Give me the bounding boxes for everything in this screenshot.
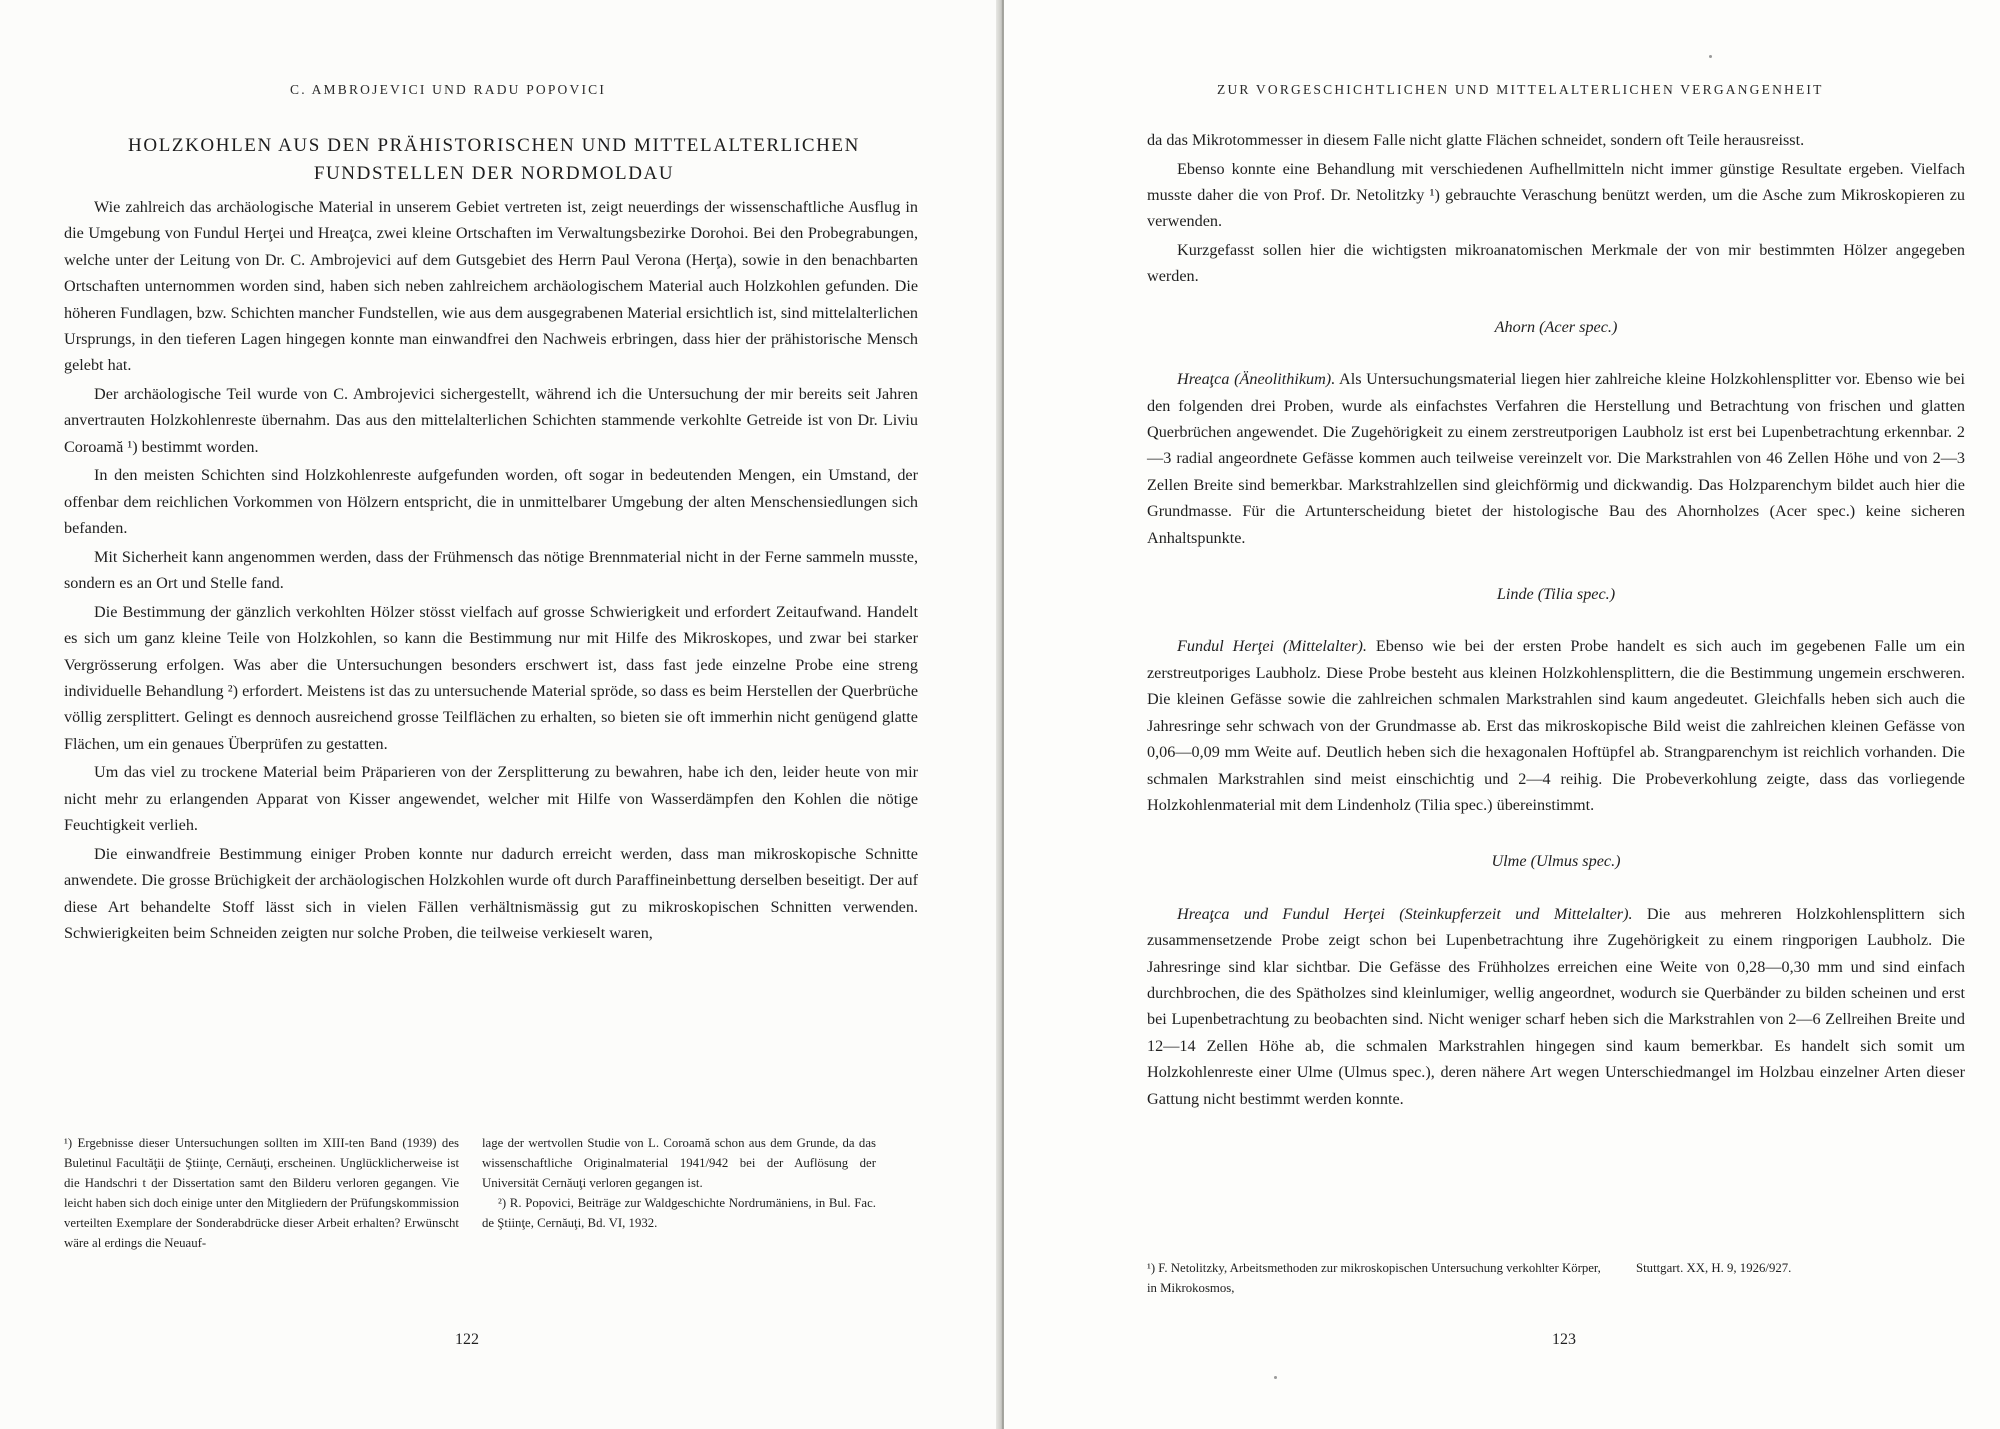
section-paragraph-ulme	[1147, 901, 1965, 1112]
article-title-line-2: FUNDSTELLEN DER NORDMOLDAU	[313, 163, 675, 184]
right-page	[1004, 0, 2000, 1429]
footnote-2: ²) R. Popovici, Beiträge zur Waldgeschichte Nordrumäniens, in Bul. Fac. de Ştiinţe, Cernăuţi, Bd. VI, 1932.	[482, 1196, 876, 1230]
section-paragraph-ahorn	[1147, 366, 1965, 551]
footnote-1	[64, 1133, 459, 1253]
right-running-head: ZUR VORGESCHICHTLICHEN UND MITTELALTERLICHEN VERGANGENHEIT	[1217, 82, 1824, 97]
paper-speck	[1709, 55, 1712, 58]
section-text: Ebenso wie bei der ersten Probe handelt es sich auch im gegebenen Falle um ein zerstreutporiges Laubholz. Diese Probe besteht aus kleinen Holzkohlensplittern, die die Bestimmung ungemein erschweren. Die kleinen Gefässe sowie die zahlreichen schmalen Markstrahlen sind kaum angedeutet. Gleichfalls heben sich auch die Jahresringe sehr schwach von der Grundmasse ab. Erst das mikroskopische Bild weist die zahlreichen kleinen Gefässe von 0,06—0,09 mm Weite auf. Deutlich heben sich die hexagonalen Hoftüpfel ab. Strangparenchym ist reichlich vorhanden. Die schmalen Markstrahlen sind meist einschichtig und 2—4 reihig. Die Probeverkohlung zeigte, dass das vorliegende Holzkohlenmaterial mit dem Lindenholz (Tilia spec.) übereinstimmt.	[1147, 637, 1965, 814]
footnote-text: lage der wertvollen Studie von L. Coroamă schon aus dem Grunde, da das wissenschaftliche Originalmaterial 1941/942 bei der Auflösung der Universität Cernăuţi verloren gegangen ist.	[482, 1136, 876, 1190]
section-text: Die aus mehreren Holzkohlensplittern sich zusammensetzende Probe zeigt schon bei Lupenbetrachtung ihre Zugehörigkeit zu einem ringporigen Laubholz. Die Jahresringe sind klar sichtbar. Die Gefässe des Frühholzes erreichen eine Weite von 0,28—0,30 mm und sind einfach durchbrochen, die des Spätholzes sind kleinlumiger, wellig angeordnet, wodurch sie Querbänder zu bilden scheinen und erst bei Lupenbetrachtung zu beobachten sind. Nicht weniger scharf heben sich die Markstrahlen von 2—6 Zellreihen Breite und 12—14 Zellen Höhe ab, die schmalen Markstrahlen hingegen sind kaum bemerkbar. Es handelt sich somit um Holzkohlenreste einer Ulme (Ulmus spec.), deren nähere Art wegen Unterschiedmangel im Holzbau einzelner Arten dieser Gattung nicht bestimmt werden konnte.	[1147, 904, 1965, 1108]
paragraph: Ebenso konnte eine Behandlung mit verschiedenen Aufhellmitteln nicht immer günstige Resultate ergeben. Vielfach musste daher die von Prof. Dr. Netolitzky ¹) gebrauchte Veraschung benützt werden, um die Asche zum Mikroskopieren zu verwenden.	[1147, 159, 1965, 231]
footnote-right	[1147, 1258, 1927, 1298]
paper-speck	[1274, 1376, 1277, 1379]
paragraph: Mit Sicherheit kann angenommen werden, dass der Frühmensch das nötige Brennmaterial nicht in der Ferne sammeln musste, sondern es an Ort und Stelle fand.	[64, 547, 918, 593]
footnote-text: ¹) Ergebnisse dieser Untersuchungen sollten im XIII-ten Band (1939) des Buletinul Facultăţii de Ştiinţe, Cernăuţi, erscheinen. Unglücklicherweise ist die Handschri t der Dissertation samt den Bilderu verloren gegangen. Vie leicht haben sich doch einige unter den Mitgliedern der Prüfungskommission verteilten Exemplare der Sonderabdrücke dieser Arbeit erhalten? Erwünscht wäre al erdings die Neuauf-	[64, 1136, 459, 1250]
section-heading-ulme: Ulme (Ulmus spec.)	[1491, 852, 1621, 871]
section-heading-ahorn: Ahorn (Acer spec.)	[1494, 317, 1618, 336]
footnote-text: ¹) F. Netolitzky, Arbeitsmethoden zur mikroskopischen Untersuchung verkohlter Körper, in Mikrokosmos,	[1147, 1261, 1601, 1295]
right-body	[1147, 127, 1965, 1114]
section-text: Als Untersuchungsmaterial liegen hier zahlreiche kleine Holzkohlensplitter vor. Ebenso wie bei den folgenden drei Proben, wurde als einfachstes Verfahren die Herstellung und Betrachtung von frischen und glatten Querbrüchen angewendet. Die Zugehörigkeit zu einem zerstreutporigen Laubholz ist erst bei Lupenbetrachtung erkennbar. 2—3 radial angeordnete Gefässe kommen auch teilweise vereinzelt vor. Die Markstrahlen von 46 Zellen Höhe und von 2—3 Zellen Breite sind bemerkbar. Markstrahlzellen sind gleichförmig und dickwandig. Das Holzparenchym bildet auch hier die Grundmasse. Für die Artunterscheidung bietet der histologische Bau des Ahornholzes (Acer spec.) keine sicheren Anhaltspunkte.	[1147, 370, 1965, 547]
locality-lead: Hreaţca und Fundul Herţei (Steinkupferzeit und Mittelalter).	[1177, 904, 1633, 923]
page-number-left: 122	[455, 1331, 479, 1348]
footnote-text-tail: Stuttgart. XX, H. 9, 1926/927.	[1636, 1261, 1792, 1275]
paragraph: Die einwandfreie Bestimmung einiger Proben konnte nur dadurch erreicht werden, dass man mikroskopische Schnitte anwendete. Die grosse Brüchigkeit der archäologischen Holzkohlen wurde oft durch Paraffineinbettung derselben beseitigt. Der auf diese Art behandelte Stoff lässt sich in vielen Fällen verhältnismässig gut zu mikroskopischen Schnitten verwenden. Schwierigkeiten beim Schneiden zeigten nur solche Proben, die teilweise verkieselt waren,	[64, 844, 918, 943]
paragraph: In den meisten Schichten sind Holzkohlenreste aufgefunden worden, oft sogar in bedeutenden Mengen, ein Umstand, der offenbar dem reichlichen Vorkommen von Hölzern entspricht, die in unmittelbarer Umgebung der alten Menschensiedlungen sich befanden.	[64, 466, 918, 538]
paragraph: Wie zahlreich das archäologische Material in unserem Gebiet vertreten ist, zeigt neuerdings der wissenschaftliche Ausflug in die Umgebung von Fundul Herţei und Hreaţca, zwei kleine Ortschaften im Verwaltungsbezirke Dorohoi. Bei den Probegrabungen, welche unter der Leitung von Dr. C. Ambrojevici auf dem Gutsgebiet des Herrn Paul Verona (Herţa), sowie in den benachbarten Ortschaften unternommen worden sind, haben sich neben zahlreichem archäologischem Material auch Holzkohlen gefunden. Die höheren Fundlagen, bzw. Schichten mancher Fundstellen, wie aus dem ausgegrabenen Material ersichtlich ist, sind mittelalterlichen Ursprungs, in den tieferen Lagen hingegen konnte man einwandfrei den Nachweis erbringen, dass hier der prähistorische Mensch gelebt hat.	[64, 198, 918, 375]
left-body	[64, 194, 918, 949]
paragraph: Kurzgefasst sollen hier die wichtigsten mikroanatomischen Merkmale der von mir bestimmten Hölzer angegeben werden.	[1147, 241, 1965, 286]
paragraph: da das Mikrotommesser in diesem Falle nicht glatte Flächen schneidet, sondern oft Teile herausreisst.	[1147, 131, 1805, 149]
paragraph: Der archäologische Teil wurde von C. Ambrojevici sichergestellt, während ich die Untersuchung der mir bereits seit Jahren anvertrauten Holzkohlenreste übernahm. Das aus den mittelalterlichen Schichten stammende verkohlte Getreide ist von Dr. Liviu Coroamă ¹) bestimmt worden.	[64, 385, 918, 456]
section-paragraph-linde	[1147, 633, 1965, 818]
article-title	[74, 132, 914, 188]
locality-lead: Hreaţca (Äneolithikum).	[1177, 370, 1336, 389]
left-running-head: C. AMBROJEVICI UND RADU POPOVICI	[290, 82, 607, 97]
section-heading-linde: Linde (Tilia spec.)	[1496, 585, 1616, 604]
paragraph: Um das viel zu trockene Material beim Präparieren von der Zersplitterung zu bewahren, habe ich den, leider heute von mir nicht mehr zu erlangenden Apparat von Kisser angewendet, welcher mit Hilfe von Wasserdämpfen den Kohlen die nötige Feuchtigkeit verlieh.	[64, 763, 918, 835]
footnote-continuation	[482, 1133, 876, 1233]
page-number-right: 123	[1552, 1331, 1576, 1348]
paragraph: Die Bestimmung der gänzlich verkohlten Hölzer stösst vielfach auf grosse Schwierigkeit und erfordert Zeitaufwand. Handelt es sich um ganz kleine Teile von Holzkohlen, so kann die Bestimmung nur mit Hilfe des Mikroskopes, und zwar bei starker Vergrösserung erfolgen. Was aber die Untersuchungen besonders erschwert ist, dass fast jede einzelne Probe eine streng individuelle Behandlung ²) erfordert. Meistens ist das zu untersuchende Material spröde, so dass es beim Herstellen der Querbrüche völlig zersplittert. Gelingt es dennoch ausreichend grosse Teilflächen zu erhalten, so bieten sie oft immerhin nicht genügend glatte Flächen, um ein genaues Überprüfen zu gestatten.	[64, 602, 918, 753]
locality-lead: Fundul Herţei (Mittelalter).	[1177, 637, 1367, 656]
article-title-line-1: HOLZKOHLEN AUS DEN PRÄHISTORISCHEN UND MITTELALTERLICHEN	[128, 135, 860, 156]
